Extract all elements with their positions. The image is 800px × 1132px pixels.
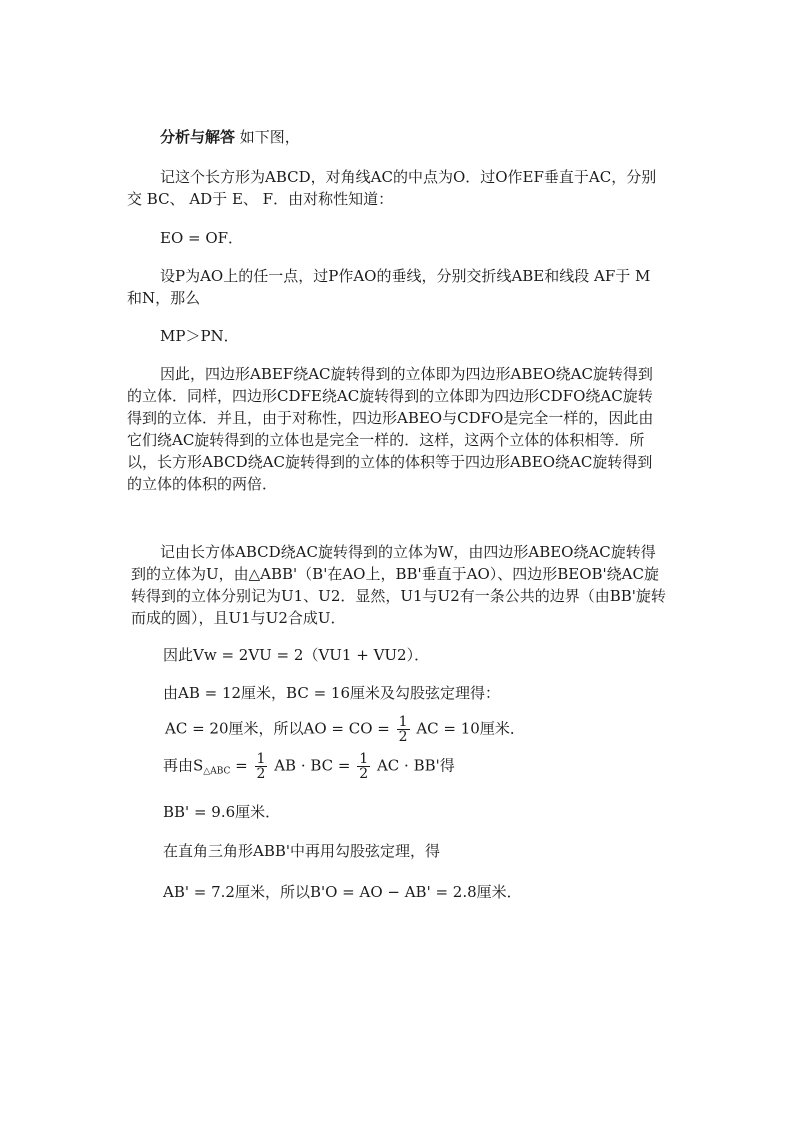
fraction-denominator: 2 [359, 766, 369, 782]
equation-text: AB · BC = [274, 756, 351, 775]
equation-text: AC = 10厘米． [416, 719, 525, 738]
fraction-numerator: 1 [256, 751, 266, 767]
equation-text: AC = 20厘米，所以AO = CO = [165, 719, 390, 738]
paragraph-line: 记这个长方形为ABCD，对角线AC的中点为O．过O作EF垂直于AC，分别 [160, 168, 657, 186]
paragraph-line: 记由长方体ABCD绕AC旋转得到的立体为W，由四边形ABEO绕AC旋转得 [160, 543, 656, 561]
paragraph-line: 而成的圆），且U1与U2合成U． [131, 609, 346, 627]
analysis-heading-rest: 如下图， [235, 128, 300, 146]
equation-text: = [230, 756, 248, 775]
fraction-one-half [255, 752, 268, 781]
paragraph-line: 转得到的立体分别记为U1、U2．显然，U1与U2有一条公共的边界（由BB'旋转 [131, 587, 666, 605]
equation-line: 因此Vw = 2VU = 2（VU1 + VU2）． [163, 646, 430, 664]
paragraph-line: 得到的立体．并且，由于对称性，四边形ABEO与CDFO是完全一样的，因此由 [127, 409, 654, 427]
fraction-denominator: 2 [256, 766, 266, 782]
equation-line: AB' = 7.2厘米，所以B'O = AO − AB' = 2.8厘米． [163, 883, 522, 901]
fraction-one-half [357, 752, 370, 781]
equation-line-area [163, 752, 455, 782]
paragraph-line: 的立体．同样，四边形CDFE绕AC旋转得到的立体即为四边形CDFO绕AC旋转 [127, 387, 653, 405]
equation-line: EO = OF． [160, 229, 244, 247]
paragraph-line: 由AB = 12厘米，BC = 16厘米及勾股弦定理得： [163, 684, 501, 702]
equation-line: MP＞PN． [160, 327, 239, 345]
paragraph-line: 它们绕AC旋转得到的立体也是完全一样的．这样，这两个立体的体积相等．所 [127, 431, 645, 449]
fraction-one-half [397, 715, 410, 744]
fraction-numerator: 1 [398, 714, 408, 730]
paragraph-line: 在直角三角形ABB'中再用勾股弦定理，得 [163, 842, 441, 860]
paragraph-line: 因此，四边形ABEF绕AC旋转得到的立体即为四边形ABEO绕AC旋转得到 [160, 365, 653, 383]
paragraph-line: 和N，那么 [127, 289, 201, 307]
analysis-heading-line [160, 128, 300, 147]
equation-line: BB' = 9.6厘米． [163, 803, 281, 821]
fraction-numerator: 1 [359, 751, 369, 767]
fraction-denominator: 2 [398, 729, 408, 745]
paragraph-line: 的立体的体积的两倍． [127, 475, 278, 493]
paragraph-line: 设P为AO上的任一点，过P作AO的垂线，分别交折线ABE和线段 AF于 M [160, 267, 651, 285]
analysis-heading: 分析与解答 [160, 128, 236, 146]
triangle-subscript: △ABC [203, 766, 231, 777]
paragraph-line: 交 BC、 AD于 E、 F．由对称性知道： [127, 190, 394, 208]
paragraph-line: 到的立体为U，由△ABB'（B'在AO上，BB'垂直于AO）、四边形BEOB'绕AC旋 [131, 565, 659, 583]
equation-line-ac [165, 715, 525, 744]
paragraph-line: 以，长方形ABCD绕AC旋转得到的立体的体积等于四边形ABEO绕AC旋转得到 [127, 453, 653, 471]
equation-text: 再由S [163, 756, 204, 775]
equation-text: AC · BB'得 [376, 756, 455, 775]
